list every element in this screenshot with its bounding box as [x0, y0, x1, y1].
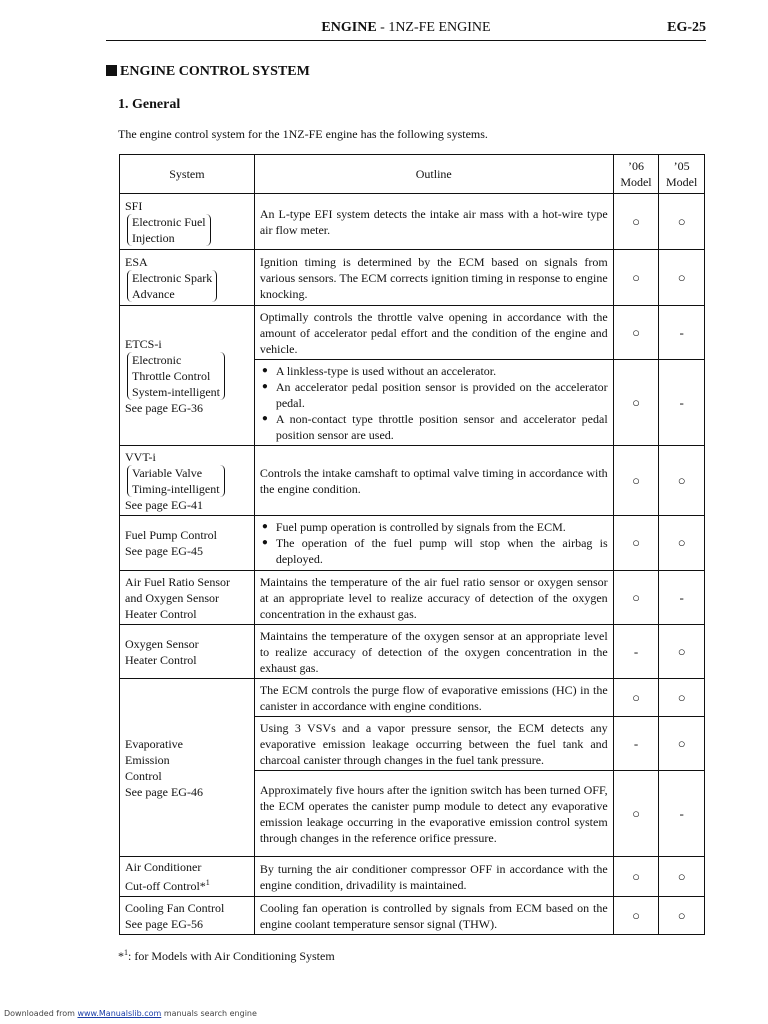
table-row — [120, 857, 705, 897]
mark-06-cell: ○ — [613, 679, 659, 717]
header-model-05 — [659, 155, 705, 194]
system-cell-ac-cutoff — [120, 857, 255, 897]
outline-cell: The ECM controls the purge flow of evaporative emissions (HC) in the canister in accordance with engine conditions. — [254, 679, 613, 717]
mark-06-cell: ○ — [613, 194, 659, 250]
bullet-item: ● A non-contact type throttle position sensor and accelerator pedal position sensor are used. — [276, 411, 608, 443]
system-name: ESA — [125, 254, 148, 269]
credit-prefix: Downloaded from — [4, 1009, 78, 1018]
mark-05-cell: ○ — [659, 717, 705, 771]
system-cell-sfi — [120, 194, 255, 250]
system-name: SFI — [125, 198, 143, 213]
footnote — [118, 948, 335, 964]
system-name: Evaporative — [125, 736, 183, 751]
mark-06-cell: - — [613, 717, 659, 771]
system-name: Emission — [125, 752, 170, 767]
credit-suffix: manuals search engine — [161, 1009, 257, 1018]
outline-cell: An L-type EFI system detects the intake air mass with a hot-wire type air flow meter. — [254, 194, 613, 250]
outline-cell — [254, 360, 613, 446]
table-row — [120, 306, 705, 360]
see-page-ref: See page EG-46 — [125, 784, 203, 799]
page-header — [106, 18, 706, 41]
table-row — [120, 625, 705, 679]
system-name: VVT-i — [125, 449, 156, 464]
header-model-05-year: ’05 — [673, 159, 690, 173]
mark-06-cell: ○ — [613, 516, 659, 571]
table-row — [120, 516, 705, 571]
table-row — [120, 194, 705, 250]
mark-06-cell: ○ — [613, 571, 659, 625]
system-paren — [127, 270, 217, 302]
mark-05-cell: - — [659, 771, 705, 857]
mark-05-cell: ○ — [659, 250, 705, 306]
system-cell-cooling-fan — [120, 897, 255, 935]
system-paren — [127, 352, 225, 400]
outline-cell: Ignition timing is determined by the ECM based on signals from various sensors. The ECM corrects ignition timing in response to engine knocking. — [254, 250, 613, 306]
system-cell-vvti — [120, 446, 255, 516]
system-cell-evap — [120, 679, 255, 857]
system-cell-af-sensor — [120, 571, 255, 625]
outline-cell: Cooling fan operation is controlled by signals from ECM based on the engine coolant temperature sensor signal (THW). — [254, 897, 613, 935]
mark-05-cell: ○ — [659, 679, 705, 717]
outline-cell: Maintains the temperature of the air fuel ratio sensor or oxygen sensor at an appropriate level to realize accuracy of detection of the oxygen concentration in the exhaust gas. — [254, 571, 613, 625]
system-name: ETCS-i — [125, 336, 162, 351]
table-row — [120, 250, 705, 306]
outline-cell: Controls the intake camshaft to optimal valve timing in accordance with the engine condition. — [254, 446, 613, 516]
mark-05-cell: - — [659, 571, 705, 625]
system-name: and Oxygen Sensor — [125, 590, 219, 605]
header-model-06-label: Model — [620, 175, 652, 189]
mark-05-cell: ○ — [659, 897, 705, 935]
system-cell-etcs — [120, 306, 255, 446]
header-title-rest: - 1NZ-FE ENGINE — [376, 20, 491, 35]
bullet-item: ● An accelerator pedal position sensor is provided on the accelerator pedal. — [276, 379, 608, 411]
mark-06-cell: ○ — [613, 446, 659, 516]
outline-cell: Using 3 VSVs and a vapor pressure sensor, the ECM detects any evaporative emission leakage occurring between the fuel tank and charcoal canister through changes in the fuel tank pressure. — [254, 717, 613, 771]
paren-line: Injection — [132, 230, 175, 245]
mark-06-cell: ○ — [613, 897, 659, 935]
table-row — [120, 446, 705, 516]
manualslib-link[interactable]: www.Manualslib.com — [77, 1009, 162, 1018]
table-row — [120, 897, 705, 935]
outline-cell — [254, 516, 613, 571]
system-name: Air Conditioner — [125, 860, 202, 874]
system-paren — [127, 214, 211, 246]
system-name-with-note — [125, 875, 249, 894]
system-name: Heater Control — [125, 606, 197, 621]
paren-line: Throttle Control — [132, 368, 211, 383]
footnote-sup: 1 — [124, 948, 128, 957]
mark-06-cell: ○ — [613, 360, 659, 446]
header-title-bold: ENGINE — [321, 20, 377, 35]
table-row — [120, 571, 705, 625]
system-paren — [127, 465, 225, 497]
paren-line: Advance — [132, 286, 175, 301]
header-model-05-label: Model — [665, 175, 698, 189]
paren-line: Timing-intelligent — [132, 481, 220, 496]
paren-line: Electronic Spark — [132, 270, 213, 285]
mark-05-cell: - — [659, 306, 705, 360]
mark-05-cell: ○ — [659, 194, 705, 250]
mark-05-cell: ○ — [659, 446, 705, 516]
system-cell-o2-sensor — [120, 625, 255, 679]
mark-05-cell: ○ — [659, 516, 705, 571]
mark-05-cell: - — [659, 360, 705, 446]
engine-systems-table — [119, 154, 705, 935]
header-outline: Outline — [254, 155, 613, 194]
bullet-item: ● The operation of the fuel pump will stop when the airbag is deployed. — [276, 535, 608, 567]
footnote-mark: * — [118, 949, 124, 963]
system-name: Control — [125, 768, 162, 783]
mark-06-cell: ○ — [613, 306, 659, 360]
see-page-ref: See page EG-36 — [125, 400, 203, 415]
mark-06-cell: ○ — [613, 857, 659, 897]
paren-line: Electronic — [132, 352, 182, 367]
subsection-title: 1. General — [118, 97, 181, 112]
system-name: Cooling Fan Control — [125, 900, 225, 915]
paren-line: Variable Valve — [132, 465, 203, 480]
system-name: Air Fuel Ratio Sensor — [125, 574, 230, 589]
system-name: Fuel Pump Control — [125, 528, 218, 542]
bullet-list — [260, 519, 608, 567]
bullet-list — [260, 363, 608, 443]
download-credit — [4, 1009, 257, 1018]
section-title — [106, 64, 310, 80]
see-page-ref: See page EG-56 — [125, 916, 203, 931]
mark-06-cell: ○ — [613, 771, 659, 857]
system-cell-esa — [120, 250, 255, 306]
bullet-item: ● Fuel pump operation is controlled by signals from the ECM. — [276, 519, 608, 535]
system-name: Oxygen Sensor — [125, 636, 199, 651]
header-system: System — [120, 155, 255, 194]
page-number: EG-25 — [667, 20, 706, 35]
header-model-06 — [613, 155, 659, 194]
mark-06-cell: ○ — [613, 250, 659, 306]
square-bullet-icon — [106, 65, 117, 76]
system-name: Cut-off Control* — [125, 879, 206, 893]
header-title — [106, 20, 706, 36]
section-title-text: ENGINE CONTROL SYSTEM — [120, 64, 310, 79]
system-name: Heater Control — [125, 652, 197, 667]
mark-06-cell: - — [613, 625, 659, 679]
system-cell-fuel-pump — [120, 516, 255, 571]
outline-cell: By turning the air conditioner compressor OFF in accordance with the engine condition, drivadility is maintained. — [254, 857, 613, 897]
footnote-ref: 1 — [205, 878, 210, 887]
mark-05-cell: ○ — [659, 625, 705, 679]
outline-cell: Optimally controls the throttle valve opening in accordance with the amount of accelerator pedal effort and the condition of the engine and vehicle. — [254, 306, 613, 360]
outline-cell: Maintains the temperature of the oxygen sensor at an appropriate level to realize accuracy of detection of the oxygen concentration in the exhaust gas. — [254, 625, 613, 679]
mark-05-cell: ○ — [659, 857, 705, 897]
see-page-ref: See page EG-41 — [125, 497, 203, 512]
see-page-ref: See page EG-45 — [125, 544, 203, 558]
paren-line: Electronic Fuel — [132, 214, 206, 229]
outline-cell: Approximately five hours after the ignition switch has been turned OFF, the ECM operates the canister pump module to detect any evaporative emission leakage occurring in the evaporative emission control system through changes in the reference orifice pressure. — [254, 771, 613, 857]
header-model-06-year: ’06 — [627, 159, 644, 173]
intro-text: The engine control system for the 1NZ-FE engine has the following systems. — [118, 127, 488, 141]
bullet-item: ● A linkless-type is used without an accelerator. — [276, 363, 608, 379]
paren-line: System-intelligent — [132, 384, 220, 399]
table-header-row — [120, 155, 705, 194]
table-row — [120, 679, 705, 717]
footnote-text: : for Models with Air Conditioning System — [128, 949, 335, 963]
